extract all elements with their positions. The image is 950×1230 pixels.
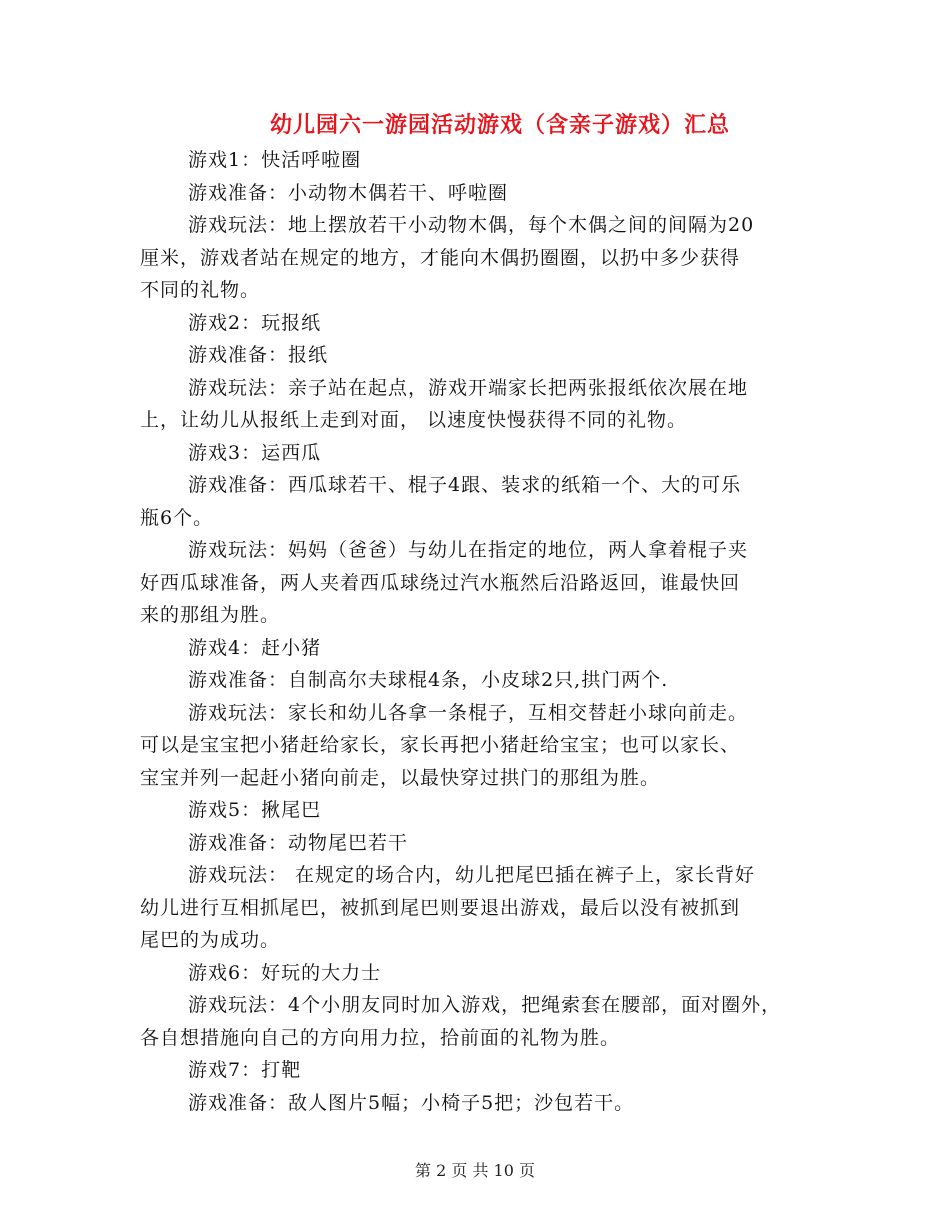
- game-1-rules-line-2: 厘米，游戏者站在规定的地方，才能向木偶扔圈圈，以扔中多少获得: [140, 247, 741, 269]
- game-5-rules-line-1: 游戏玩法： 在规定的场合内，幼儿把尾巴插在裤子上，家长背好: [188, 864, 756, 886]
- game-4-heading: 游戏4：赶小猪: [188, 637, 322, 659]
- game-1-heading: 游戏1：快活呼啦圈: [188, 149, 362, 171]
- game-5-rules-line-2: 幼儿进行互相抓尾巴，被抓到尾巴则要退出游戏，最后以没有被抓到: [140, 897, 741, 919]
- game-6-rules-line-1: 游戏玩法：4个小朋友同时加入游戏，把绳索套在腰部，面对圈外，: [188, 994, 782, 1016]
- game-1-preparation: 游戏准备：小动物木偶若干、呼啦圈: [188, 182, 509, 204]
- game-2-heading: 游戏2：玩报纸: [188, 312, 322, 334]
- game-2-preparation: 游戏准备：报纸: [188, 344, 329, 366]
- game-7-preparation: 游戏准备：敌人图片5幅；小椅子5把；沙包若干。: [188, 1092, 635, 1114]
- game-3-heading: 游戏3：运西瓜: [188, 442, 322, 464]
- game-3-preparation-line-2: 瓶6个。: [140, 507, 214, 529]
- game-3-rules-line-3: 来的那组为胜。: [140, 604, 281, 626]
- game-4-preparation: 游戏准备：自制高尔夫球棍4条，小皮球2只,拱门两个.: [188, 669, 669, 691]
- game-5-preparation: 游戏准备：动物尾巴若干: [188, 832, 409, 854]
- game-7-heading: 游戏7：打靶: [188, 1059, 302, 1081]
- game-4-rules-line-1: 游戏玩法：家长和幼儿各拿一条棍子，互相交替赶小球向前走。: [188, 702, 749, 724]
- game-4-rules-line-2: 可以是宝宝把小猪赶给家长，家长再把小猪赶给宝宝；也可以家长、: [140, 734, 741, 756]
- game-4-rules-line-3: 宝宝并列一起赶小猪向前走，以最快穿过拱门的那组为胜。: [140, 767, 661, 789]
- game-1-rules-line-3: 不同的礼物。: [140, 279, 261, 301]
- game-3-rules-line-2: 好西瓜球准备，两人夹着西瓜球绕过汽水瓶然后沿路返回，谁最快回: [140, 572, 741, 594]
- game-6-rules-line-2: 各自想措施向自己的方向用力拉，拾前面的礼物为胜。: [140, 1027, 621, 1049]
- game-1-rules-line-1: 游戏玩法：地上摆放若干小动物木偶，每个木偶之间的间隔为20: [188, 214, 755, 236]
- game-5-rules-line-3: 尾巴的为成功。: [140, 929, 281, 951]
- game-3-rules-line-1: 游戏玩法：妈妈（爸爸）与幼儿在指定的地位，两人拿着棍子夹: [188, 539, 749, 561]
- game-2-rules-line-1: 游戏玩法：亲子站在起点，游戏开端家长把两张报纸依次展在地: [188, 377, 749, 399]
- game-3-preparation-line-1: 游戏准备：西瓜球若干、棍子4跟、装求的纸箱一个、大的可乐: [188, 474, 742, 496]
- game-2-rules-line-2: 上，让幼儿从报纸上走到对面， 以速度快慢获得不同的礼物。: [140, 409, 688, 431]
- game-6-heading: 游戏6：好玩的大力士: [188, 962, 382, 984]
- document-title: 幼儿园六一游园活动游戏（含亲子游戏）汇总: [269, 112, 730, 138]
- game-5-heading: 游戏5：揪尾巴: [188, 799, 322, 821]
- page-number-footer: 第 2 页 共 10 页: [415, 1161, 535, 1180]
